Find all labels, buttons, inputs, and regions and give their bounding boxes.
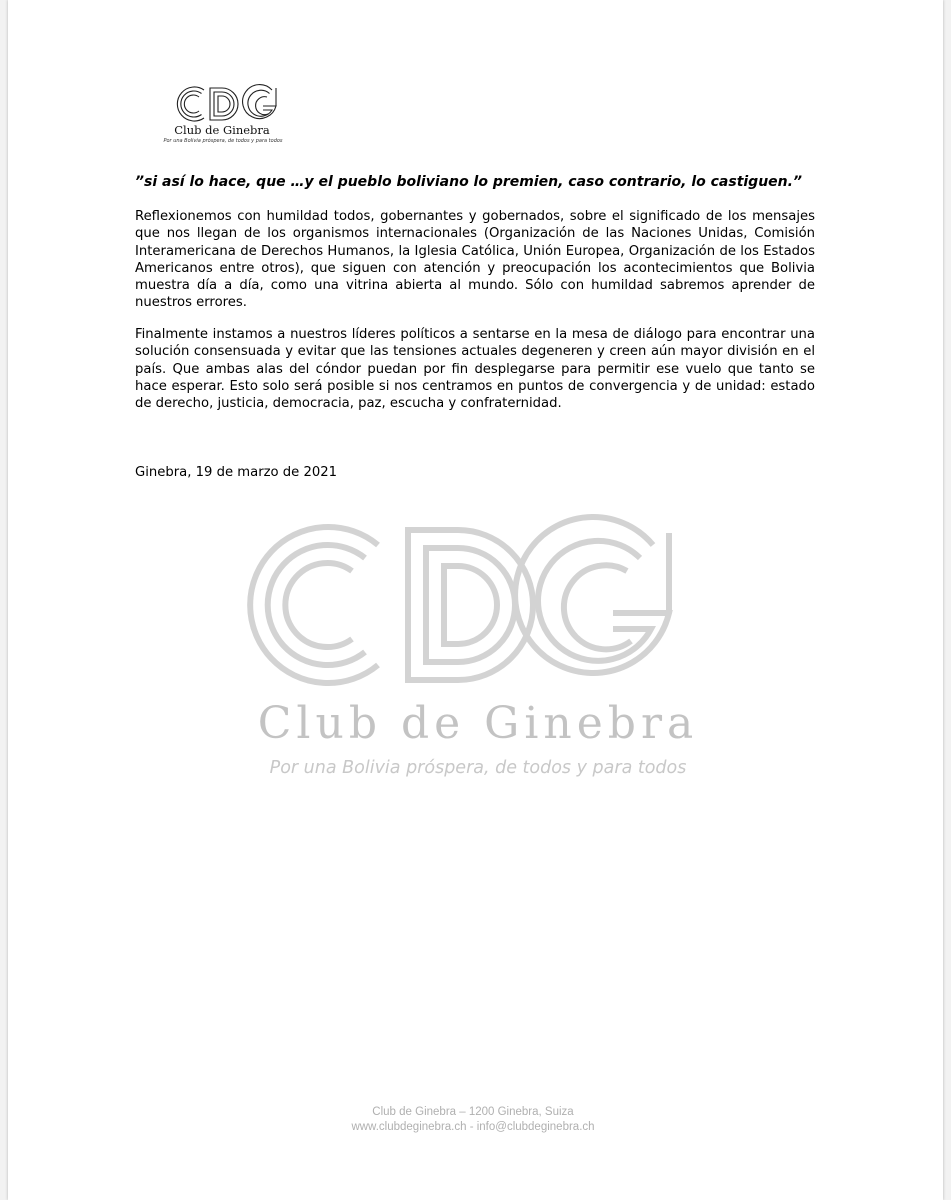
footer <box>308 1105 638 1135</box>
watermark-name: Club de Ginebra <box>257 698 699 749</box>
paragraph-1: Reflexionemos con humildad todos, gobernantes y gobernados, sobre el significado de los mensajes que nos llegan de los organismos internacionales (Organización de las Naciones Unidas, Comisión Interamericana de Derechos Humanos, la Iglesia Católica, Unión Europea, Organización de los Estados Americanos entre otros), que siguen con atención y preocupación los acontecimientos que Bolivia muestra día a día, como una vitrina abierta al mundo. Sólo con humildad sabremos aprender de nuestros errores. <box>135 209 815 311</box>
cdg-logo <box>158 76 288 156</box>
logo-tagline: Por una Bolivia próspera, de todos y para todos <box>163 138 283 144</box>
letter-date: Ginebra, 19 de marzo de 2021 <box>135 465 338 480</box>
quote: ”si así lo hace, que …y el pueblo boliviano lo premien, caso contrario, lo castiguen.” <box>135 174 802 190</box>
paragraph-2: Finalmente instamos a nuestros líderes políticos a sentarse en la mesa de diálogo para encontrar una solución consensuada y evitar que las tensiones actuales degeneren y creen aún mayor división en el país. Que ambas alas del cóndor puedan por fin desplegarse para permitir ese vuelo que tanto se hace esperar. Esto solo será posible si nos centramos en puntos de convergencia y de unidad: estado de derecho, justicia, democracia, paz, escucha y confraternidad. <box>135 327 815 412</box>
footer-contact: www.clubdeginebra.ch - info@clubdeginebra.ch <box>351 1121 595 1133</box>
cdg-watermark-logo <box>233 505 713 705</box>
letter-page <box>8 0 943 1200</box>
logo-name: Club de Ginebra <box>174 123 270 137</box>
watermark-tagline: Por una Bolivia próspera, de todos y para todos <box>269 758 687 778</box>
footer-address: Club de Ginebra – 1200 Ginebra, Suiza <box>372 1106 574 1118</box>
